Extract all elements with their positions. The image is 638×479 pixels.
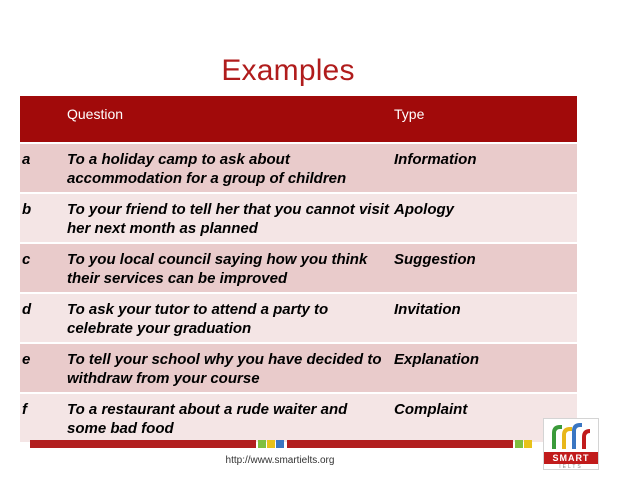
- row-letter: a: [20, 143, 65, 193]
- row-question: To a holiday camp to ask about accommodation for a group of children: [65, 143, 392, 193]
- table-row: [20, 393, 577, 443]
- row-type: Information: [392, 143, 577, 193]
- logo-subword: IELTS: [559, 464, 583, 470]
- examples-table: [20, 96, 577, 444]
- row-letter: e: [20, 343, 65, 393]
- logo-mark-icon: [544, 419, 598, 453]
- row-type: Invitation: [392, 293, 577, 343]
- header-letter: [20, 96, 65, 143]
- slide-title: Examples: [221, 54, 355, 87]
- table-row: [20, 193, 577, 243]
- logo-word: SMART: [544, 452, 598, 464]
- table-row: [20, 343, 577, 393]
- row-question: To ask your tutor to attend a party to celebrate your graduation: [65, 293, 392, 343]
- header-type: Type: [392, 96, 577, 143]
- table-row: [20, 293, 577, 343]
- smart-ielts-logo: [543, 418, 599, 470]
- row-type: Suggestion: [392, 243, 577, 293]
- table-row: [20, 243, 577, 293]
- row-type: Apology: [392, 193, 577, 243]
- row-question: To your friend to tell her that you cannot visit her next month as planned: [65, 193, 392, 243]
- table-row: [20, 143, 577, 193]
- table-header-row: [20, 96, 577, 143]
- row-type: Explanation: [392, 343, 577, 393]
- row-letter: f: [20, 393, 65, 443]
- row-type: Complaint: [392, 393, 577, 443]
- row-letter: c: [20, 243, 65, 293]
- row-letter: b: [20, 193, 65, 243]
- footer-color-bar: [30, 440, 590, 448]
- row-letter: d: [20, 293, 65, 343]
- row-question: To a restaurant about a rude waiter and some bad food: [65, 393, 392, 443]
- row-question: To you local council saying how you think their services can be improved: [65, 243, 392, 293]
- footer-url: http://www.smartielts.org: [225, 455, 335, 466]
- row-question: To tell your school why you have decided to withdraw from your course: [65, 343, 392, 393]
- header-question: Question: [65, 96, 392, 143]
